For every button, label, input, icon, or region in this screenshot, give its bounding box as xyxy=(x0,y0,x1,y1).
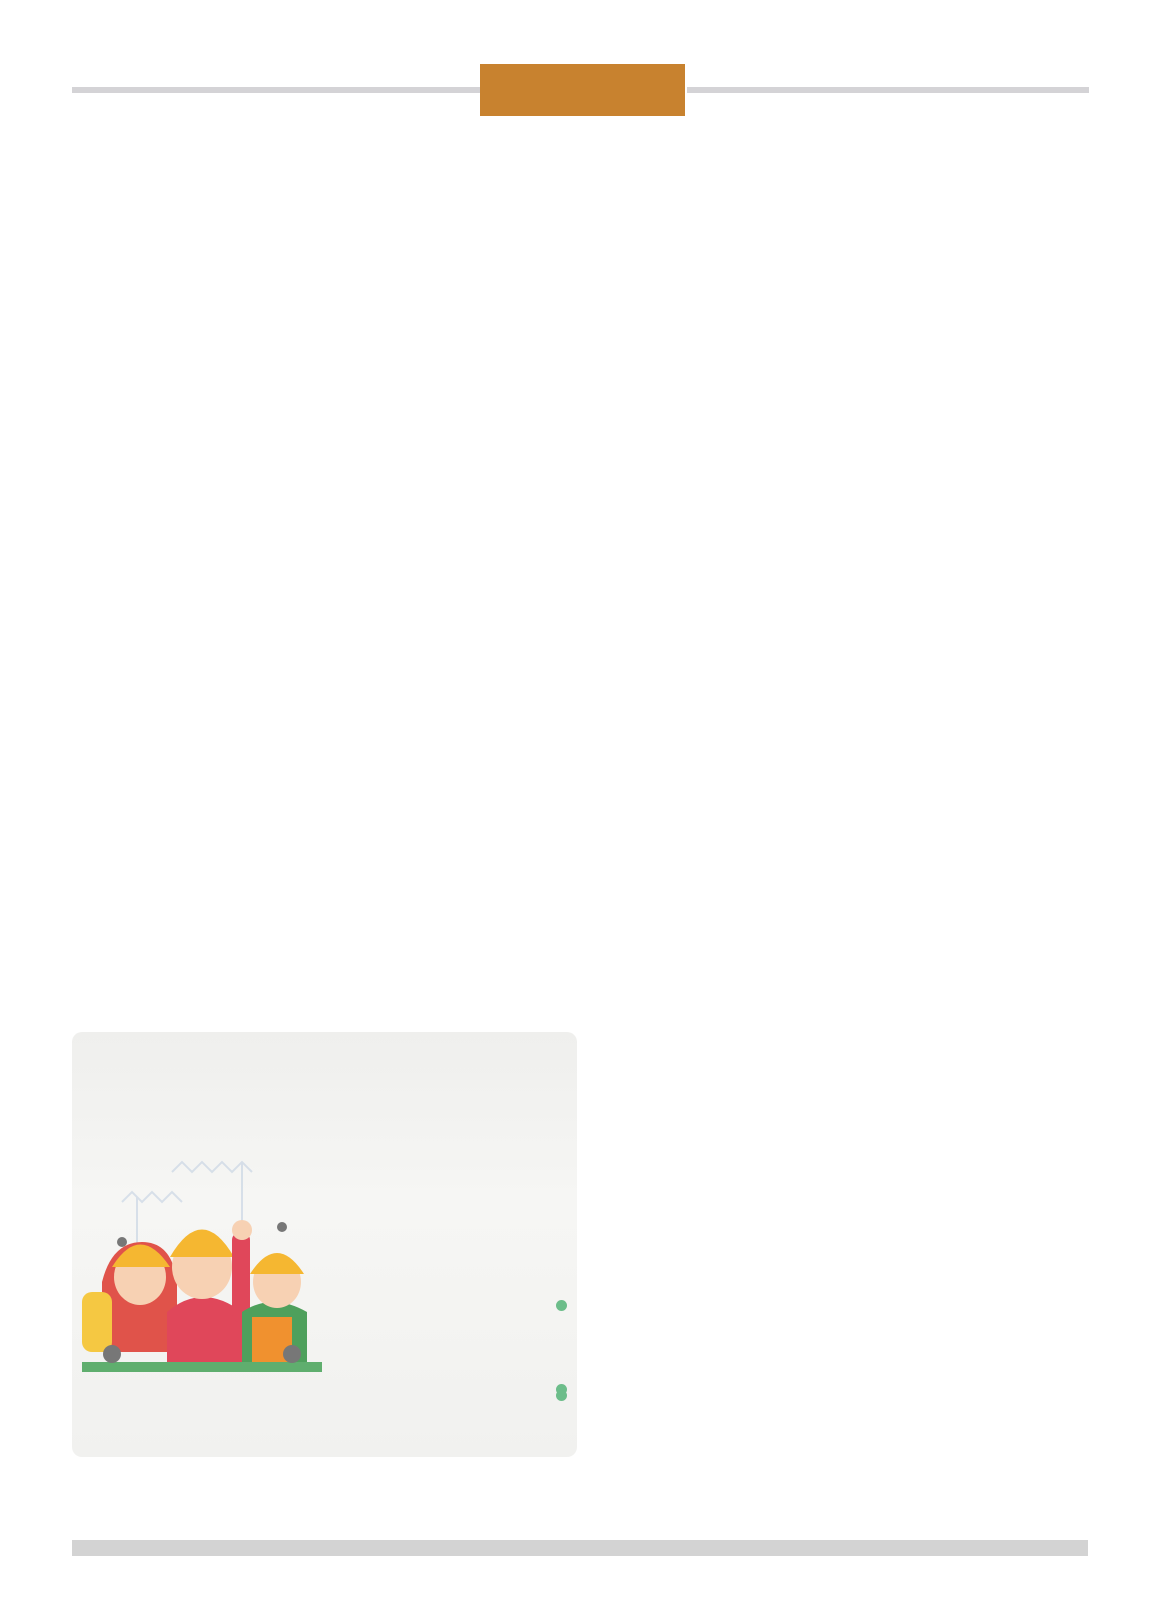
workers-illustration-icon xyxy=(82,1142,322,1372)
footer-bar xyxy=(72,1540,1088,1556)
section-badge xyxy=(480,64,685,116)
infobox-bullet-first-celebration xyxy=(312,1294,567,1314)
header-rule-right xyxy=(687,87,1089,93)
infobox-bullet-purpose xyxy=(322,1384,567,1404)
header-rule-left xyxy=(72,87,482,93)
labour-day-infobox xyxy=(72,1032,577,1457)
bullet-dot-icon xyxy=(556,1390,567,1401)
bullet-dot-icon xyxy=(556,1300,567,1311)
